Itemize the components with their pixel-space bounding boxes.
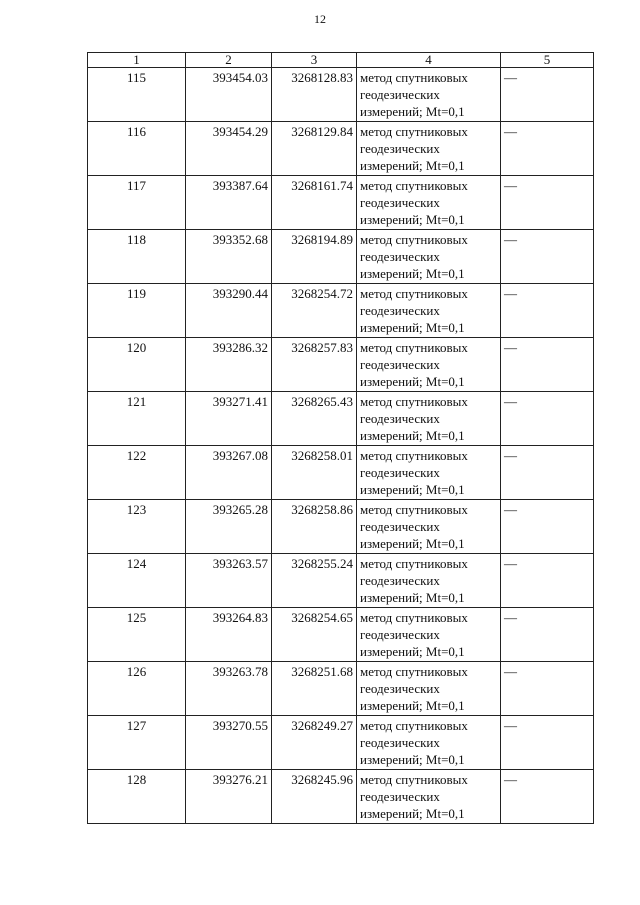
table-row (88, 284, 594, 338)
note-cell: — (501, 230, 594, 284)
note-cell: — (501, 122, 594, 176)
y-coordinate-cell: 3268255.24 (272, 554, 357, 608)
method-line: измерений; Mt=0,1 (360, 374, 465, 389)
y-coordinate-cell: 3268129.84 (272, 122, 357, 176)
table-row (88, 554, 594, 608)
method-line: геодезических (360, 87, 440, 102)
method-line: метод спутниковых (360, 610, 468, 625)
note-cell: — (501, 338, 594, 392)
point-number-cell: 115 (88, 68, 186, 122)
method-line: геодезических (360, 141, 440, 156)
table-row (88, 338, 594, 392)
note-cell: — (501, 770, 594, 824)
coordinates-table (87, 52, 594, 824)
point-number-cell: 128 (88, 770, 186, 824)
method-line: измерений; Mt=0,1 (360, 482, 465, 497)
point-number-cell: 121 (88, 392, 186, 446)
method-line: измерений; Mt=0,1 (360, 212, 465, 227)
method-line: метод спутниковых (360, 124, 468, 139)
method-line: геодезических (360, 681, 440, 696)
method-cell (357, 392, 501, 446)
note-cell: — (501, 392, 594, 446)
y-coordinate-cell: 3268258.01 (272, 446, 357, 500)
point-number-cell: 124 (88, 554, 186, 608)
y-coordinate-cell: 3268249.27 (272, 716, 357, 770)
method-line: метод спутниковых (360, 664, 468, 679)
method-line: геодезических (360, 627, 440, 642)
note-cell: — (501, 176, 594, 230)
table-row (88, 392, 594, 446)
y-coordinate-cell: 3268194.89 (272, 230, 357, 284)
method-line: геодезических (360, 357, 440, 372)
table-row (88, 176, 594, 230)
y-coordinate-cell: 3268258.86 (272, 500, 357, 554)
x-coordinate-cell: 393263.78 (186, 662, 272, 716)
table-row (88, 230, 594, 284)
note-cell: — (501, 662, 594, 716)
method-line: геодезических (360, 411, 440, 426)
method-line: метод спутниковых (360, 340, 468, 355)
header-col-5: 5 (501, 53, 594, 68)
x-coordinate-cell: 393267.08 (186, 446, 272, 500)
method-cell (357, 446, 501, 500)
note-cell: — (501, 554, 594, 608)
note-cell: — (501, 284, 594, 338)
method-line: метод спутниковых (360, 718, 468, 733)
method-cell (357, 284, 501, 338)
x-coordinate-cell: 393454.29 (186, 122, 272, 176)
table-row (88, 122, 594, 176)
table-body (88, 68, 594, 824)
header-col-4: 4 (357, 53, 501, 68)
x-coordinate-cell: 393270.55 (186, 716, 272, 770)
header-col-1: 1 (88, 53, 186, 68)
method-cell (357, 608, 501, 662)
method-cell (357, 554, 501, 608)
note-cell: — (501, 446, 594, 500)
method-line: измерений; Mt=0,1 (360, 698, 465, 713)
method-cell (357, 662, 501, 716)
note-cell: — (501, 500, 594, 554)
note-cell: — (501, 608, 594, 662)
x-coordinate-cell: 393276.21 (186, 770, 272, 824)
method-line: измерений; Mt=0,1 (360, 590, 465, 605)
x-coordinate-cell: 393387.64 (186, 176, 272, 230)
header-col-2: 2 (186, 53, 272, 68)
method-line: геодезических (360, 303, 440, 318)
method-cell (357, 716, 501, 770)
method-line: измерений; Mt=0,1 (360, 428, 465, 443)
method-line: метод спутниковых (360, 70, 468, 85)
method-line: измерений; Mt=0,1 (360, 104, 465, 119)
method-line: геодезических (360, 789, 440, 804)
table-row (88, 608, 594, 662)
header-row (88, 53, 594, 68)
method-line: геодезических (360, 519, 440, 534)
note-cell: — (501, 716, 594, 770)
x-coordinate-cell: 393454.03 (186, 68, 272, 122)
point-number-cell: 120 (88, 338, 186, 392)
method-line: метод спутниковых (360, 502, 468, 517)
method-line: измерений; Mt=0,1 (360, 158, 465, 173)
note-cell: — (501, 68, 594, 122)
y-coordinate-cell: 3268257.83 (272, 338, 357, 392)
x-coordinate-cell: 393271.41 (186, 392, 272, 446)
point-number-cell: 116 (88, 122, 186, 176)
method-line: геодезических (360, 249, 440, 264)
point-number-cell: 123 (88, 500, 186, 554)
y-coordinate-cell: 3268245.96 (272, 770, 357, 824)
table-row (88, 662, 594, 716)
method-line: метод спутниковых (360, 772, 468, 787)
y-coordinate-cell: 3268251.68 (272, 662, 357, 716)
y-coordinate-cell: 3268254.65 (272, 608, 357, 662)
method-cell (357, 500, 501, 554)
method-cell (357, 68, 501, 122)
method-cell (357, 122, 501, 176)
table-row (88, 500, 594, 554)
method-line: измерений; Mt=0,1 (360, 536, 465, 551)
x-coordinate-cell: 393265.28 (186, 500, 272, 554)
method-line: измерений; Mt=0,1 (360, 806, 465, 821)
method-cell (357, 770, 501, 824)
y-coordinate-cell: 3268128.83 (272, 68, 357, 122)
method-line: метод спутниковых (360, 232, 468, 247)
method-line: измерений; Mt=0,1 (360, 320, 465, 335)
table-row (88, 446, 594, 500)
table-row (88, 716, 594, 770)
method-line: геодезических (360, 573, 440, 588)
x-coordinate-cell: 393290.44 (186, 284, 272, 338)
y-coordinate-cell: 3268265.43 (272, 392, 357, 446)
method-cell (357, 230, 501, 284)
method-line: измерений; Mt=0,1 (360, 752, 465, 767)
page-number: 12 (314, 12, 326, 26)
x-coordinate-cell: 393352.68 (186, 230, 272, 284)
method-line: метод спутниковых (360, 394, 468, 409)
header-col-3: 3 (272, 53, 357, 68)
point-number-cell: 118 (88, 230, 186, 284)
method-line: метод спутниковых (360, 178, 468, 193)
table-row (88, 68, 594, 122)
table-header (88, 53, 594, 68)
x-coordinate-cell: 393286.32 (186, 338, 272, 392)
method-line: измерений; Mt=0,1 (360, 644, 465, 659)
point-number-cell: 126 (88, 662, 186, 716)
point-number-cell: 122 (88, 446, 186, 500)
method-line: измерений; Mt=0,1 (360, 266, 465, 281)
x-coordinate-cell: 393263.57 (186, 554, 272, 608)
y-coordinate-cell: 3268161.74 (272, 176, 357, 230)
point-number-cell: 125 (88, 608, 186, 662)
method-line: геодезических (360, 465, 440, 480)
table-row (88, 770, 594, 824)
method-line: геодезических (360, 195, 440, 210)
method-line: геодезических (360, 735, 440, 750)
y-coordinate-cell: 3268254.72 (272, 284, 357, 338)
point-number-cell: 117 (88, 176, 186, 230)
point-number-cell: 127 (88, 716, 186, 770)
method-line: метод спутниковых (360, 286, 468, 301)
method-cell (357, 338, 501, 392)
point-number-cell: 119 (88, 284, 186, 338)
method-line: метод спутниковых (360, 556, 468, 571)
method-cell (357, 176, 501, 230)
x-coordinate-cell: 393264.83 (186, 608, 272, 662)
method-line: метод спутниковых (360, 448, 468, 463)
